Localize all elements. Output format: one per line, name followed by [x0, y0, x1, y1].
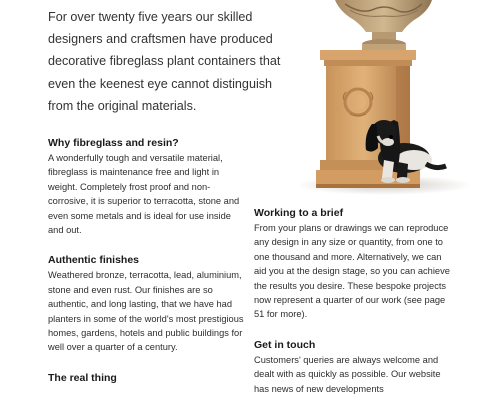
section-working-to-a-brief — [254, 206, 454, 322]
section-heading: The real thing — [48, 371, 117, 384]
section-the-real-thing — [48, 371, 244, 385]
plinth-cap — [320, 50, 416, 60]
section-authentic-finishes — [48, 253, 244, 354]
intro-paragraph: For over twenty five years our skilled designers and craftsmen have produced decorative fibreglass plant containers that even the keenest eye cannot distinguish from the original materials. — [48, 10, 281, 113]
urn-and-dog-photo — [300, 0, 495, 200]
section-why-fibreglass — [48, 136, 244, 237]
section-body: Customers' queries are always welcome and dealt with as quickly as possible. Our website has news of new developments — [254, 354, 441, 394]
section-heading: Working to a brief — [254, 207, 344, 219]
left-column — [48, 136, 244, 401]
section-heading: Authentic finishes — [48, 254, 140, 267]
section-body: Weathered bronze, terracotta, lead, aluminium, stone and even rust. Our finishes are so authentic, and long lasting, that we have had planters in some of the world's most prestigious homes, gardens, hotels and public buildings for well over a quarter of a century. — [48, 270, 244, 353]
section-heading: Why fibreglass and resin? — [48, 137, 179, 149]
section-body: From your plans or drawings we can reproduce any design in any size or quantity, from one to one thousand and more. Alternatively, we can aid you at the design stage, so you can achieve the results you desire. These bespoke projects now represent a quarter of our work (see page 51 for more). — [254, 223, 450, 320]
right-column — [254, 206, 454, 412]
section-body: A wonderfully tough and versatile material, fibreglass is maintenance free and light in weight. Completely frost proof and non-corrosive, it is superior to terracotta, stone and even some metals and is ideal for use inside and out. — [48, 153, 240, 236]
section-heading: Get in touch — [254, 338, 316, 351]
section-get-in-touch — [254, 338, 454, 396]
